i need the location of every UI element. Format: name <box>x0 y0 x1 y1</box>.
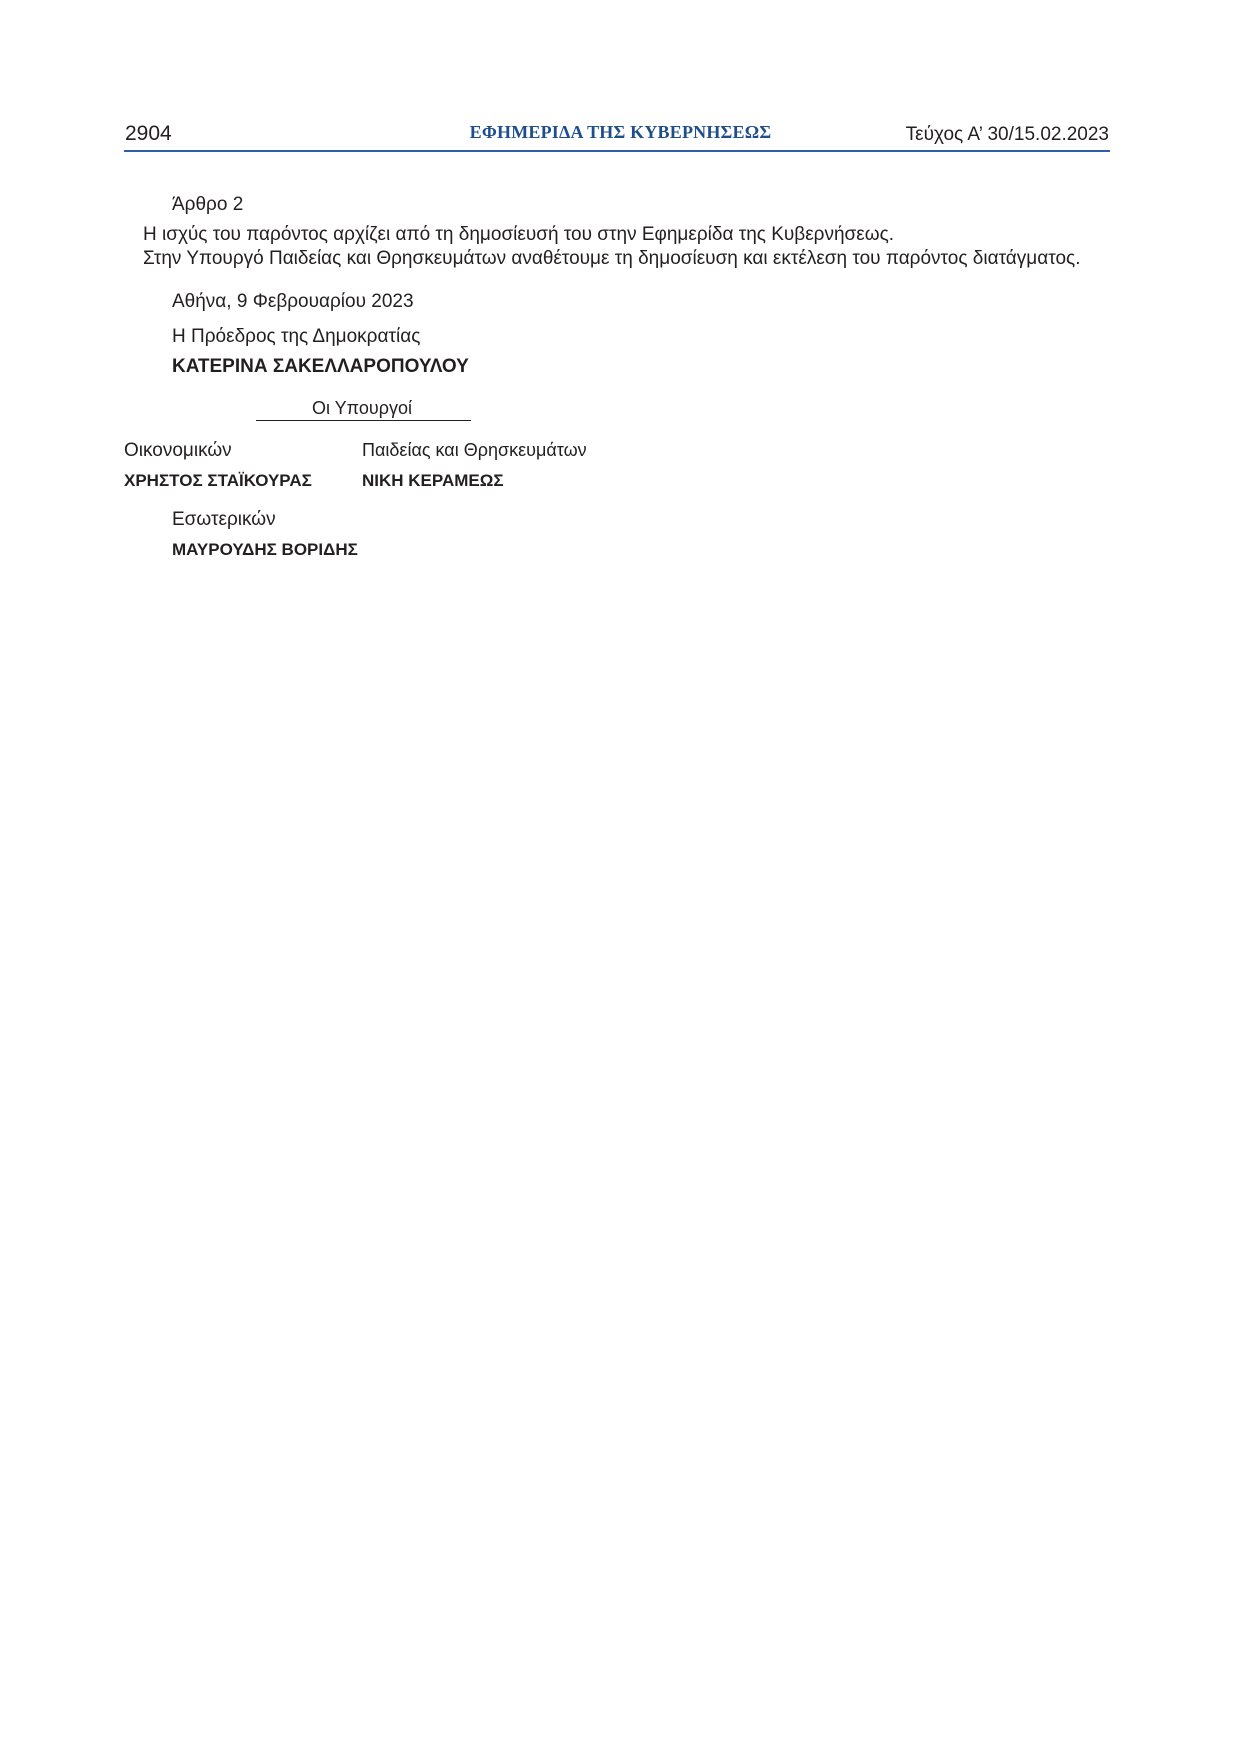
minister-ministry: Οικονομικών <box>124 440 232 461</box>
president-title: Η Πρόεδρος της Δημοκρατίας <box>172 326 421 347</box>
ministers-heading: Οι Υπουργοί <box>312 398 412 418</box>
minister-ministry: Εσωτερικών <box>172 509 276 530</box>
page-number: 2904 <box>125 122 172 145</box>
issue-reference: Τεύχος Α’ 30/15.02.2023 <box>905 124 1109 145</box>
gazette-title: ΕΦΗΜΕΡΙΔΑ ΤΗΣ ΚΥΒΕΡΝΗΣΕΩΣ <box>469 122 772 142</box>
article-paragraph-1: Η ισχύς του παρόντος αρχίζει από τη δημοσίευσή του στην Εφημερίδα της Κυβερνήσεως. <box>143 224 895 245</box>
header-rule <box>124 150 1110 152</box>
minister-ministry: Παιδείας και Θρησκευμάτων <box>362 440 587 460</box>
place-date: Αθήνα, 9 Φεβρουαρίου 2023 <box>172 291 414 312</box>
president-name: ΚΑΤΕΡΙΝΑ ΣΑΚΕΛΛΑΡΟΠΟΥΛΟΥ <box>172 356 469 377</box>
minister-name: ΜΑΥΡΟΥΔΗΣ ΒΟΡΙΔΗΣ <box>172 540 358 559</box>
minister-name: ΝΙΚΗ ΚΕΡΑΜΕΩΣ <box>362 471 504 490</box>
minister-name: ΧΡΗΣΤΟΣ ΣΤΑΪΚΟΥΡΑΣ <box>124 471 312 490</box>
ministers-underline <box>256 420 471 421</box>
article-heading: Άρθρο 2 <box>172 194 244 215</box>
article-paragraph-2: Στην Υπουργό Παιδείας και Θρησκευμάτων αναθέτουμε τη δημοσίευση και εκτέλεση του παρόντος διατάγματος. <box>143 248 1081 269</box>
